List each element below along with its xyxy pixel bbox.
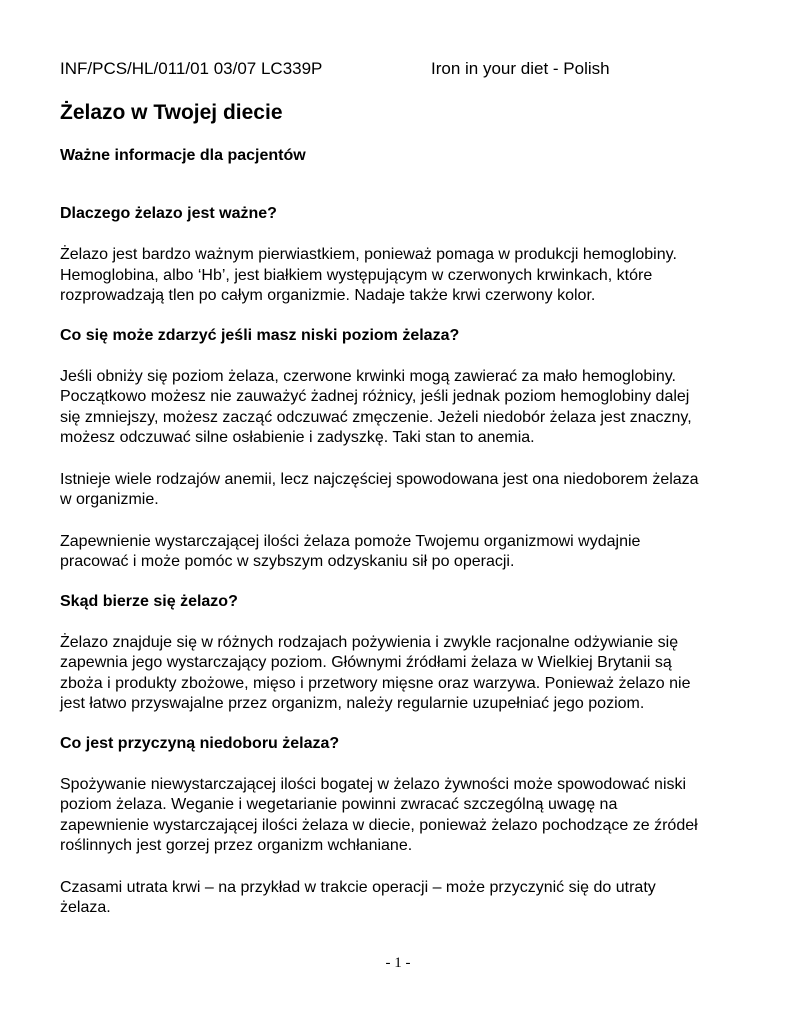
section-heading: Co jest przyczyną niedoboru żelaza? xyxy=(60,734,340,752)
document-subtitle: Ważne informacje dla pacjentów xyxy=(60,147,306,164)
paragraph: Istnieje wiele rodzajów anemii, lecz najczęściej spowodowana jest ona niedoborem żelaza w organizmie. xyxy=(60,470,699,508)
document-page xyxy=(60,58,740,919)
page-number: - 1 - xyxy=(385,955,411,971)
section-heading: Skąd bierze się żelazo? xyxy=(60,592,238,610)
section-heading: Co się może zdarzyć jeśli masz niski poziom żelaza? xyxy=(60,326,460,344)
header-title: Iron in your diet - Polish xyxy=(431,59,610,78)
document-code: INF/PCS/HL/011/01 03/07 LC339P xyxy=(60,59,323,78)
section-heading: Dlaczego żelazo jest ważne? xyxy=(60,205,277,222)
paragraph: Żelazo jest bardzo ważnym pierwiastkiem, ponieważ pomaga w produkcji hemoglobiny. Hemoglobina, albo ‘Hb’, jest białkiem występującym w czerwonych krwinkach, które rozprowadzają tlen po całym organizmie. Nadaje także krwi czerwony kolor. xyxy=(60,246,677,304)
paragraph: Żelazo znajduje się w różnych rodzajach pożywienia i zwykle racjonalne odżywianie się zapewnia jego wystarczający poziom. Głównymi źródłami żelaza w Wielkiej Brytanii są zboża i produkty zbożowe, mięso i przetwory mięsne oraz warzywa. Ponieważ żelazo nie jest łatwo przyswajalne przez organizm, należy regularnie uzupełniać jego poziom. xyxy=(60,633,691,712)
paragraph: Jeśli obniży się poziom żelaza, czerwone krwinki mogą zawierać za mało hemoglobiny. Początkowo możesz nie zauważyć żadnej różnicy, jeśli jednak poziom hemoglobiny dalej się zmniejszy, możesz zacząć odczuwać zmęczenie. Jeżeli niedobór żelaza jest znaczny, możesz odczuwać silne osłabienie i zadyszkę. Taki stan to anemia. xyxy=(60,367,692,446)
document-title: Żelazo w Twojej diecie xyxy=(60,101,283,124)
paragraph: Spożywanie niewystarczającej ilości bogatej w żelazo żywności może spowodować niski poziom żelaza. Weganie i wegetarianie powinni zwracać szczególną uwagę na zapewnienie wystarczającej ilości żelaza w diecie, ponieważ żelazo pochodzące ze źródeł roślinnych jest gorzej przez organizm wchłaniane. xyxy=(60,775,698,854)
paragraph: Czasami utrata krwi – na przykład w trakcie operacji – może przyczynić się do utraty żelaza. xyxy=(60,878,656,916)
paragraph: Zapewnienie wystarczającej ilości żelaza pomoże Twojemu organizmowi wydajnie pracować i może pomóc w szybszym odzyskaniu sił po operacji. xyxy=(60,532,641,570)
document-header xyxy=(60,58,740,80)
